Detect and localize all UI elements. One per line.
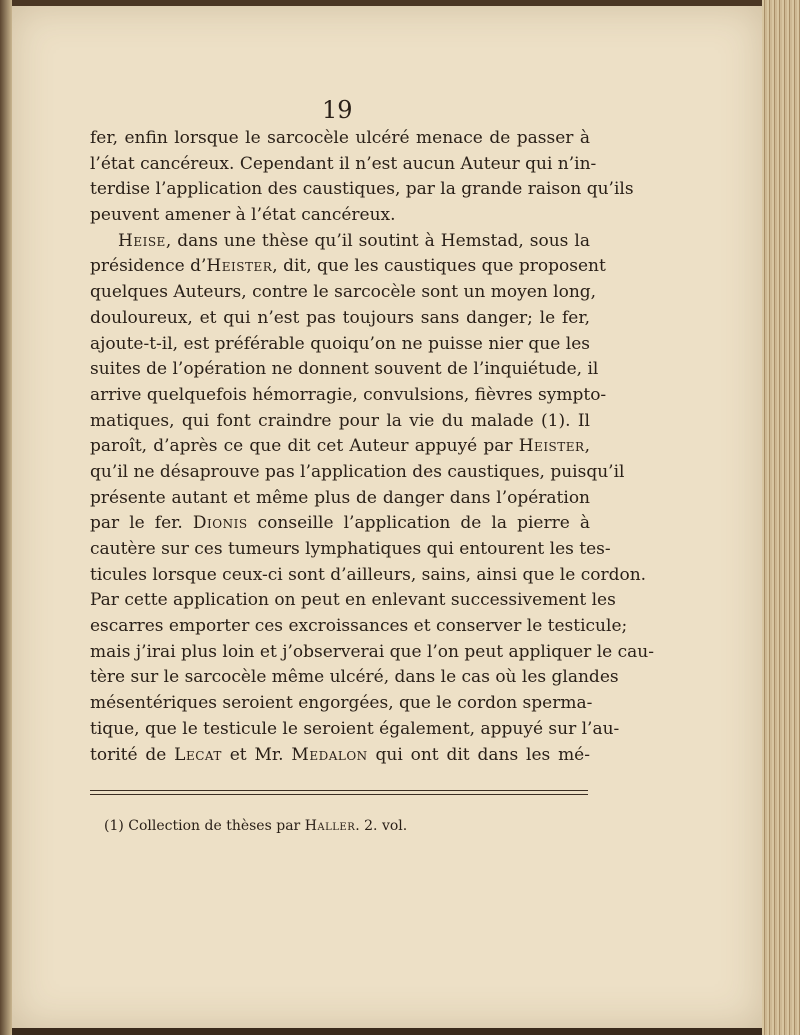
author-name: Heister bbox=[206, 256, 273, 277]
text-segment: peuvent amener à l’état cancéreux. bbox=[90, 205, 396, 226]
text-segment: mésentériques seroient engorgées, que le cordon sperma- bbox=[90, 693, 593, 714]
author-name: Heister bbox=[518, 436, 585, 457]
text-segment: paroît, d’après ce que dit cet Auteur appuyé par bbox=[90, 436, 519, 457]
text-segment: cautère sur ces tumeurs lymphatiques qui entourent les tes- bbox=[90, 539, 611, 559]
text-line bbox=[90, 434, 590, 460]
text-segment: l’état cancéreux. Cependant il n’est aucun Auteur qui n’in- bbox=[90, 153, 597, 174]
author-name: Dionis bbox=[192, 513, 248, 534]
author-name: Heise bbox=[118, 230, 166, 251]
text-segment: tère sur le sarcocèle même ulcéré, dans le cas où les glandes bbox=[90, 667, 619, 688]
text-line bbox=[90, 588, 616, 614]
text-line bbox=[90, 152, 597, 178]
text-line bbox=[90, 640, 654, 666]
text-segment: conseille l’application de la pierre à bbox=[247, 513, 590, 534]
text-segment: , bbox=[584, 436, 590, 457]
text-line bbox=[90, 332, 590, 358]
text-line bbox=[90, 126, 590, 152]
text-line bbox=[90, 563, 647, 589]
text-segment: douloureux, et qui n’est pas toujours sans danger; le fer, bbox=[90, 307, 590, 328]
text-segment: ticules lorsque ceux-ci sont d’ailleurs, sains, ainsi que le cordon. bbox=[90, 564, 647, 585]
text-segment: présente autant et même plus de danger dans l’opération bbox=[90, 487, 590, 508]
footnote bbox=[104, 818, 407, 834]
text-line bbox=[90, 537, 611, 563]
text-segment: Par cette application on peut en enlevant successivement les bbox=[90, 590, 616, 611]
footnote-rule bbox=[90, 790, 588, 795]
text-line bbox=[90, 511, 590, 537]
text-segment: qu’il ne désaprouve pas l’application des caustiques, puisqu’il bbox=[90, 461, 625, 482]
text-segment: , dans une thèse qu’il soutint à Hemstad, sous la bbox=[165, 230, 590, 251]
text-segment: qui ont dit dans les mé- bbox=[367, 744, 590, 765]
text-line bbox=[90, 691, 593, 717]
text-line bbox=[90, 460, 625, 486]
author-name: Haller bbox=[304, 818, 356, 834]
text-line bbox=[90, 254, 606, 280]
text-segment: par le fer. bbox=[90, 513, 193, 534]
page-edges bbox=[762, 0, 800, 1035]
text-line bbox=[90, 229, 590, 255]
text-line bbox=[90, 383, 607, 409]
text-line bbox=[90, 486, 590, 512]
author-name: Lecat bbox=[174, 744, 222, 765]
text-line bbox=[90, 717, 620, 743]
text-segment: , dit, que les caustiques que proposent bbox=[272, 256, 606, 277]
text-segment: quelques Auteurs, contre le sarcocèle sont un moyen long, bbox=[90, 282, 597, 303]
page-number: 19 bbox=[322, 96, 353, 124]
text-segment: tique, que le testicule le seroient également, appuyé sur l’au- bbox=[90, 718, 620, 739]
text-segment: terdise l’application des caustiques, par la grande raison qu’ils bbox=[90, 179, 634, 200]
author-name: Medalon bbox=[291, 744, 368, 765]
text-line bbox=[90, 665, 619, 691]
text-segment: torité de bbox=[90, 744, 175, 765]
text-segment: mais j’irai plus loin et j’observerai que l’on peut appliquer le cau- bbox=[90, 641, 654, 662]
text-segment: . 2. vol. bbox=[355, 818, 408, 834]
text-segment: (1) Collection de thèses par bbox=[104, 818, 305, 834]
text-segment: matiques, qui font craindre pour la vie du malade (1). Il bbox=[90, 410, 590, 431]
body-text bbox=[90, 126, 654, 768]
text-line bbox=[90, 409, 590, 435]
text-segment: escarres emporter ces excroissances et conserver le testicule; bbox=[90, 616, 628, 637]
text-segment: fer, enfin lorsque le sarcocèle ulcéré menace de passer à bbox=[90, 128, 590, 148]
text-line bbox=[90, 306, 590, 332]
text-line bbox=[90, 614, 628, 640]
text-line bbox=[90, 177, 634, 203]
text-segment: arrive quelquefois hémorragie, convulsions, fièvres sympto- bbox=[90, 384, 607, 405]
text-line bbox=[90, 203, 590, 229]
text-line bbox=[90, 280, 597, 306]
book-gutter bbox=[0, 0, 12, 1035]
text-segment: suites de l’opération ne donnent souvent de l’inquiétude, il bbox=[90, 359, 599, 380]
text-line bbox=[90, 743, 590, 769]
text-line bbox=[90, 357, 599, 383]
text-segment: et Mr. bbox=[221, 744, 292, 765]
text-segment: présidence d’ bbox=[90, 256, 207, 277]
text-segment: ajoute-t-il, est préférable quoiqu’on ne puisse nier que les bbox=[90, 333, 590, 354]
